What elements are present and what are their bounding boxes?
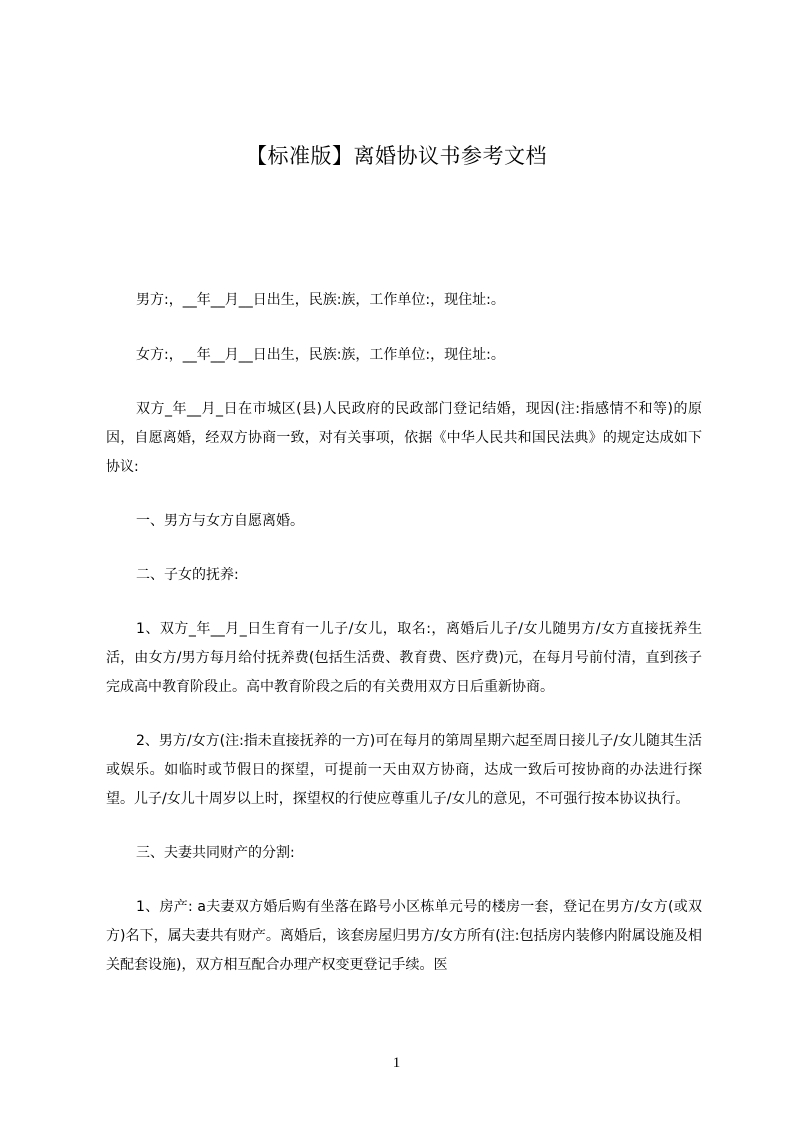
paragraph-preamble: 双方_年__月_日在市城区(县)人民政府的民政部门登记结婚，现因(注:指感情不和等)的原因，自愿离婚，经双方协商一致，对有关事项，依据《中华人民共和国民法典》的规定达成如下协议:: [106, 401, 702, 475]
document-body: [106, 286, 702, 1005]
paragraph-clause-2-item-2: 2、男方/女方(注:指未直接抚养的一方)可在每月的第周星期六起至周日接儿子/女儿随其生活或娱乐。如临时或节假日的探望，可提前一天由双方协商，达成一致后可按协商的办法进行探望。儿子/女儿十周岁以上时，探望权的行使应尊重儿子/女儿的意见，不可强行按本协议执行。: [106, 733, 702, 807]
paragraph-clause-1: 一、男方与女方自愿离婚。: [136, 513, 304, 529]
document-title: 【标准版】离婚协议书参考文档: [246, 144, 547, 168]
paragraph-female-party: 女方:，__年__月__日出生，民族:族，工作单位:，现住址:。: [136, 347, 505, 363]
paragraph-clause-3-heading: 三、夫妻共同财产的分割:: [136, 845, 295, 861]
page-number: 1: [392, 1055, 401, 1071]
paragraph-clause-2-heading: 二、子女的抚养:: [136, 567, 239, 583]
paragraph-clause-2-item-1: 1、双方_年__月_日生育有一儿子/女儿，取名:，离婚后儿子/女儿随男方/女方直接抚养生活，由女方/男方每月给付抚养费(包括生活费、教育费、医疗费)元，在每月号前付清，直到孩子完成高中教育阶段止。高中教育阶段之后的有关费用双方日后重新协商。: [106, 621, 702, 695]
paragraph-clause-3-item-1: 1、房产: a夫妻双方婚后购有坐落在路号小区栋单元号的楼房一套，登记在男方/女方(或双方)名下，属夫妻共有财产。离婚后，该套房屋归男方/女方所有(注:包括房内装修内附属设施及相关配套设施)，双方相互配合办理产权变更登记手续。医: [106, 899, 702, 973]
paragraph-male-party: 男方:，__年__月__日出生，民族:族，工作单位:，现住址:。: [136, 292, 505, 308]
